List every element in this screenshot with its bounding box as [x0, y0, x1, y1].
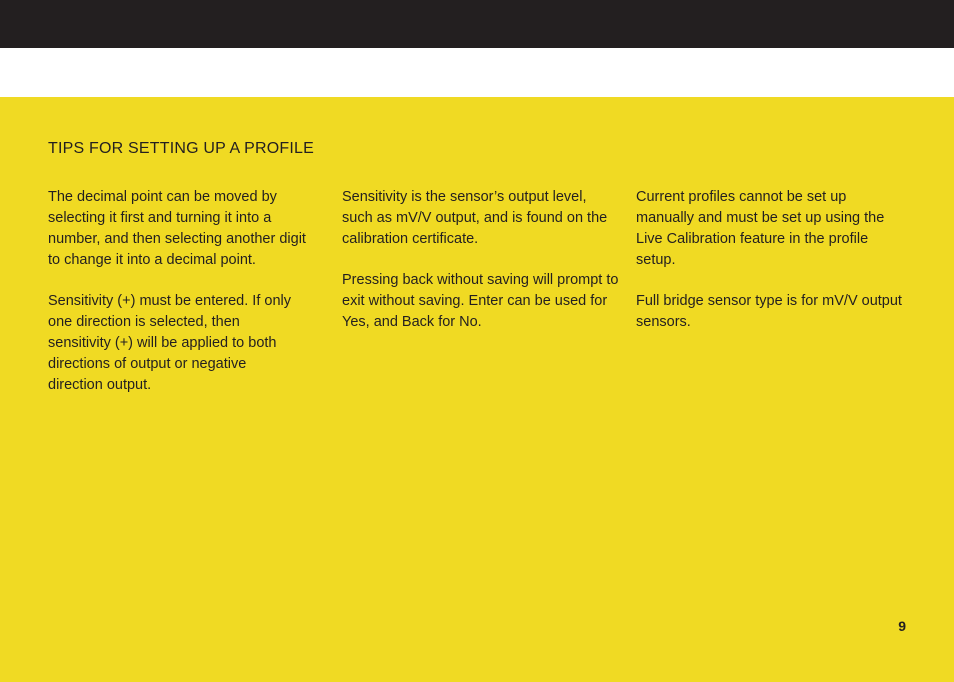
tips-column-2 — [342, 187, 620, 353]
page-number: 9 — [898, 618, 906, 634]
tips-column-3 — [636, 187, 906, 353]
tip-paragraph: Pressing back without saving will prompt to exit without saving. Enter can be used for Yes, and Back for No. — [342, 272, 619, 330]
tip-paragraph: Sensitivity (+) must be entered. If only one direction is selected, then sensitivity (+) will be applied to both directions of output or negative direction output. — [48, 293, 291, 393]
tips-column-1 — [48, 187, 316, 416]
tip-paragraph: Sensitivity is the sensor’s output level, such as mV/V output, and is found on the calibration certificate. — [342, 189, 608, 247]
section-title: TIPS FOR SETTING UP A PROFILE — [48, 140, 315, 157]
tip-paragraph: Current profiles cannot be set up manually and must be set up using the Live Calibration feature in the profile setup. — [636, 189, 885, 268]
header-spacer — [0, 48, 954, 97]
tip-paragraph: The decimal point can be moved by selecting it first and turning it into a number, and then selecting another digit to change it into a decimal point. — [48, 189, 306, 268]
tip-paragraph: Full bridge sensor type is for mV/V output sensors. — [636, 293, 902, 330]
header-bar — [0, 0, 954, 48]
